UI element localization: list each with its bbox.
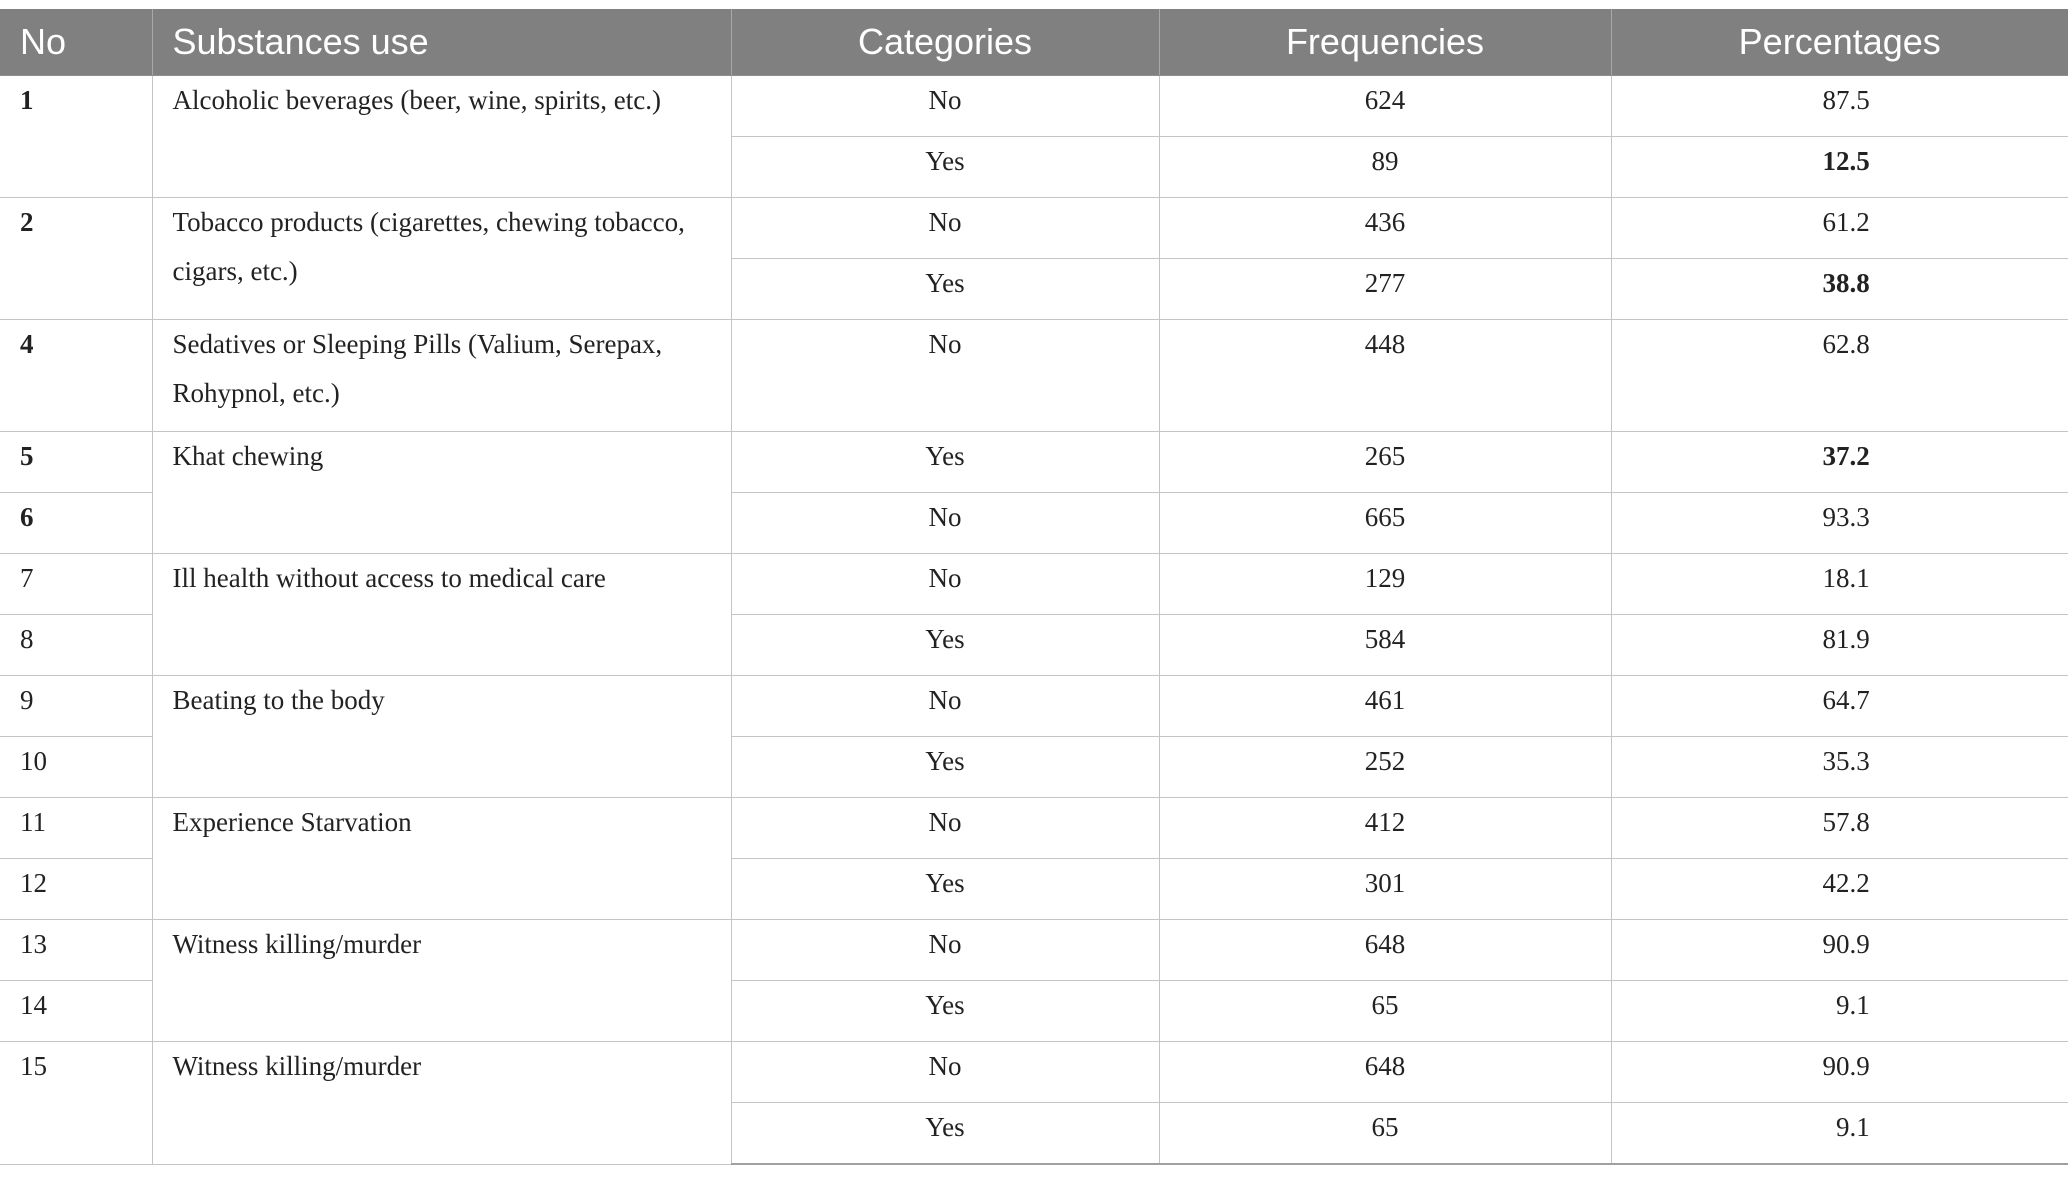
table-row <box>0 320 2068 432</box>
percentage-cell <box>1611 76 2068 137</box>
percentage-value: 9.1 <box>1836 1112 1870 1142</box>
row-number: 12 <box>0 859 152 920</box>
row-number: 4 <box>0 320 152 432</box>
row-number: 10 <box>0 737 152 798</box>
percentage-value: 90.9 <box>1822 929 1870 959</box>
table-row <box>0 1042 2068 1103</box>
frequency-cell: 624 <box>1159 76 1611 137</box>
percentage-cell <box>1611 737 2068 798</box>
frequency-cell: 301 <box>1159 859 1611 920</box>
percentage-cell <box>1611 920 2068 981</box>
table-row <box>0 920 2068 981</box>
header-row <box>0 9 2068 76</box>
percentage-value: 62.8 <box>1822 329 1870 359</box>
frequency-cell: 265 <box>1159 432 1611 493</box>
percentage-value: 9.1 <box>1836 990 1870 1020</box>
frequency-cell: 89 <box>1159 137 1611 198</box>
row-number: 1 <box>0 76 152 198</box>
percentage-value: 93.3 <box>1822 502 1870 532</box>
frequency-cell: 448 <box>1159 320 1611 432</box>
category-cell: Yes <box>731 259 1159 320</box>
frequency-cell: 252 <box>1159 737 1611 798</box>
header-categories: Categories <box>731 9 1159 76</box>
percentage-cell <box>1611 493 2068 554</box>
header-frequencies: Frequencies <box>1159 9 1611 76</box>
percentage-value: 42.2 <box>1822 868 1870 898</box>
substance-name: Ill health without access to medical care <box>152 554 731 676</box>
row-number: 7 <box>0 554 152 615</box>
frequency-cell: 584 <box>1159 615 1611 676</box>
category-cell: No <box>731 76 1159 137</box>
frequency-cell: 665 <box>1159 493 1611 554</box>
percentage-cell <box>1611 137 2068 198</box>
table-row <box>0 798 2068 859</box>
substance-name: Khat chewing <box>152 432 731 554</box>
frequency-cell: 461 <box>1159 676 1611 737</box>
category-cell: Yes <box>731 737 1159 798</box>
category-cell: Yes <box>731 432 1159 493</box>
header-no: No <box>0 9 152 76</box>
percentage-cell <box>1611 1103 2068 1165</box>
table-body <box>0 76 2068 1165</box>
substance-name: Sedatives or Sleeping Pills (Valium, Serepax, Rohypnol, etc.) <box>152 320 731 432</box>
percentage-value: 38.8 <box>1822 268 1870 298</box>
frequency-cell: 412 <box>1159 798 1611 859</box>
percentage-value: 87.5 <box>1822 85 1870 115</box>
frequency-cell: 648 <box>1159 1042 1611 1103</box>
percentage-cell <box>1611 554 2068 615</box>
frequency-cell: 65 <box>1159 981 1611 1042</box>
category-cell: No <box>731 920 1159 981</box>
category-cell: No <box>731 676 1159 737</box>
percentage-cell <box>1611 981 2068 1042</box>
table-row <box>0 676 2068 737</box>
table-row <box>0 198 2068 259</box>
percentage-cell <box>1611 259 2068 320</box>
substance-name: Experience Starvation <box>152 798 731 920</box>
table-row <box>0 432 2068 493</box>
percentage-value: 64.7 <box>1822 685 1870 715</box>
percentage-cell <box>1611 320 2068 432</box>
category-cell: Yes <box>731 137 1159 198</box>
frequency-cell: 436 <box>1159 198 1611 259</box>
percentage-cell <box>1611 798 2068 859</box>
substance-name: Beating to the body <box>152 676 731 798</box>
row-number: 8 <box>0 615 152 676</box>
category-cell: No <box>731 320 1159 432</box>
percentage-cell <box>1611 676 2068 737</box>
percentage-cell <box>1611 432 2068 493</box>
category-cell: Yes <box>731 615 1159 676</box>
substance-use-table <box>0 9 2068 1165</box>
percentage-cell <box>1611 198 2068 259</box>
row-number: 15 <box>0 1042 152 1165</box>
row-number: 13 <box>0 920 152 981</box>
row-number: 14 <box>0 981 152 1042</box>
substance-name: Alcoholic beverages (beer, wine, spirits, etc.) <box>152 76 731 198</box>
percentage-value: 37.2 <box>1822 441 1870 471</box>
row-number: 6 <box>0 493 152 554</box>
category-cell: No <box>731 798 1159 859</box>
category-cell: No <box>731 554 1159 615</box>
percentage-value: 61.2 <box>1822 207 1870 237</box>
row-number: 11 <box>0 798 152 859</box>
percentage-value: 57.8 <box>1822 807 1870 837</box>
percentage-value: 12.5 <box>1822 146 1870 176</box>
category-cell: Yes <box>731 1103 1159 1165</box>
category-cell: No <box>731 493 1159 554</box>
substance-name: Witness killing/murder <box>152 1042 731 1165</box>
frequency-cell: 648 <box>1159 920 1611 981</box>
frequency-cell: 129 <box>1159 554 1611 615</box>
percentage-cell <box>1611 859 2068 920</box>
percentage-cell <box>1611 1042 2068 1103</box>
substance-name: Tobacco products (cigarettes, chewing tobacco, cigars, etc.) <box>152 198 731 320</box>
percentage-value: 81.9 <box>1822 624 1870 654</box>
header-percentages: Percentages <box>1611 9 2068 76</box>
percentage-cell <box>1611 615 2068 676</box>
category-cell: Yes <box>731 859 1159 920</box>
frequency-cell: 65 <box>1159 1103 1611 1165</box>
table-header <box>0 9 2068 76</box>
category-cell: No <box>731 198 1159 259</box>
substance-name: Witness killing/murder <box>152 920 731 1042</box>
table-row <box>0 554 2068 615</box>
percentage-value: 35.3 <box>1822 746 1870 776</box>
table-row <box>0 76 2068 137</box>
percentage-value: 90.9 <box>1822 1051 1870 1081</box>
header-substances-use: Substances use <box>152 9 731 76</box>
frequency-cell: 277 <box>1159 259 1611 320</box>
category-cell: Yes <box>731 981 1159 1042</box>
row-number: 5 <box>0 432 152 493</box>
percentage-value: 18.1 <box>1822 563 1870 593</box>
row-number: 2 <box>0 198 152 320</box>
row-number: 9 <box>0 676 152 737</box>
category-cell: No <box>731 1042 1159 1103</box>
